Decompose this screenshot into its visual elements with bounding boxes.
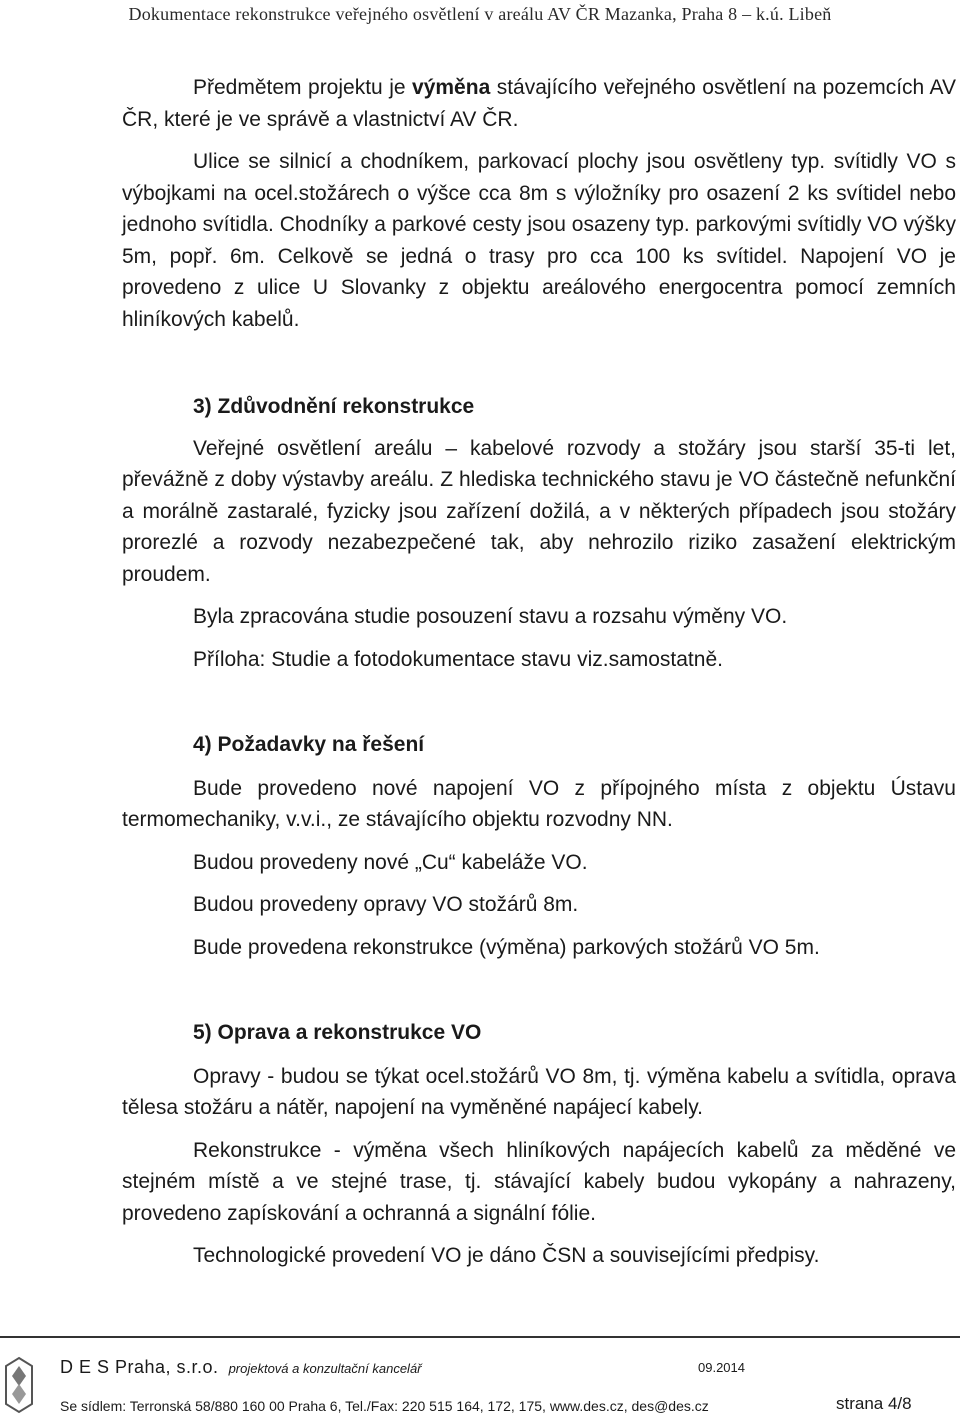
section4-paragraph-2: Budou provedeny nové „Cu“ kabeláže VO.: [193, 850, 588, 874]
footer-divider: [0, 1336, 960, 1338]
section5-heading: 5) Oprava a rekonstrukce VO: [193, 1021, 482, 1044]
document-date: 09.2014: [698, 1360, 745, 1375]
section5-paragraph-2: Rekonstrukce - výměna všech hliníkových napájecích kabelů za měděné ve stejném místě a ve stejné trase, tj. stávající kabely budou vykopány a nahrazeny, provedeno zapískování a ochranná a signální fólie.: [122, 1138, 956, 1225]
section3-paragraph-2: Byla zpracována studie posouzení stavu a rozsahu výměny VO.: [193, 605, 788, 628]
intro-paragraph: [122, 72, 956, 135]
section3-paragraph-1: Veřejné osvětlení areálu – kabelové rozvody a stožáry jsou starší 35-ti let, převážně z doby výstavby areálu. Z hlediska technického stavu je VO částečně nefunkční a morálně zastaralé, fyzicky jsou zařízení dožilá, a v některých případech jsou stožáry prorezlé a rozvody nezabezpečené tak, aby nehrozilo riziko zasažení elektrickým proudem.: [122, 436, 956, 586]
intro-emphasis: výměna: [412, 76, 491, 99]
description-paragraph: Ulice se silnicí a chodníkem, parkovací plochy jsou osvětleny typ. svítidly VO s výbojkami na ocel.stožárech o výšce cca 8m s výložníky pro osazení 2 ks svítidel nebo jednoho svítidla. Chodníky a parkové cesty jsou osazeny typ. parkovými svítidly VO výšky 5m, popř. 6m. Celkově se jedná o trasy pro cca 100 ks svítidel. Napojení VO je provedeno z ulice U Slovanky z objektu areálového energocentra pomocí zemních hliníkových kabelů.: [122, 150, 956, 331]
section4-heading: 4) Požadavky na řešení: [193, 733, 425, 756]
section4-paragraph-3: Budou provedeny opravy VO stožárů 8m.: [193, 893, 579, 916]
document-body: [122, 72, 956, 1272]
section3-paragraph-3: Příloha: Studie a fotodokumentace stavu viz.samostatně.: [193, 647, 723, 671]
section5-paragraph-1: Opravy - budou se týkat ocel.stožárů VO 8m, tj. výměna kabelu a svítidla, oprava tělesa stožáru a nátěr, napojení na vyměněné napájecí kabely.: [122, 1064, 956, 1119]
company-address: Se sídlem: Terronská 58/880 160 00 Praha 6, Tel./Fax: 220 515 164, 172, 175, www.des.cz, des@des.cz: [60, 1398, 709, 1414]
section4-paragraph-1: Bude provedeno nové napojení VO z přípojného místa z objektu Ústavu termomechaniky, v.v.i., ze stávajícího objektu rozvodny NN.: [122, 776, 956, 831]
company-name: D E S Praha, s.r.o.: [60, 1357, 219, 1377]
section5-paragraph-3: Technologické provedení VO je dáno ČSN a souvisejícími předpisy.: [193, 1244, 820, 1267]
section4-paragraph-4: Bude provedena rekonstrukce (výměna) parkových stožárů VO 5m.: [193, 935, 820, 959]
page-number: strana 4/8: [836, 1394, 912, 1413]
company-tagline: projektová a konzultační kancelář: [228, 1361, 422, 1376]
section3-heading: 3) Zdůvodnění rekonstrukce: [193, 395, 475, 418]
intro-text-end: stávajícího veřejného osvětlení na pozemcích AV ČR, které je ve správě a vlastnictví AV ČR.: [122, 76, 956, 131]
page-header: Dokumentace rekonstrukce veřejného osvětlení v areálu AV ČR Mazanka, Praha 8 – k.ú. Libeň: [128, 4, 832, 24]
company-logo-icon: [4, 1356, 34, 1414]
footer-company-line: [60, 1356, 760, 1380]
intro-text-start: Předmětem projektu je: [193, 76, 413, 99]
